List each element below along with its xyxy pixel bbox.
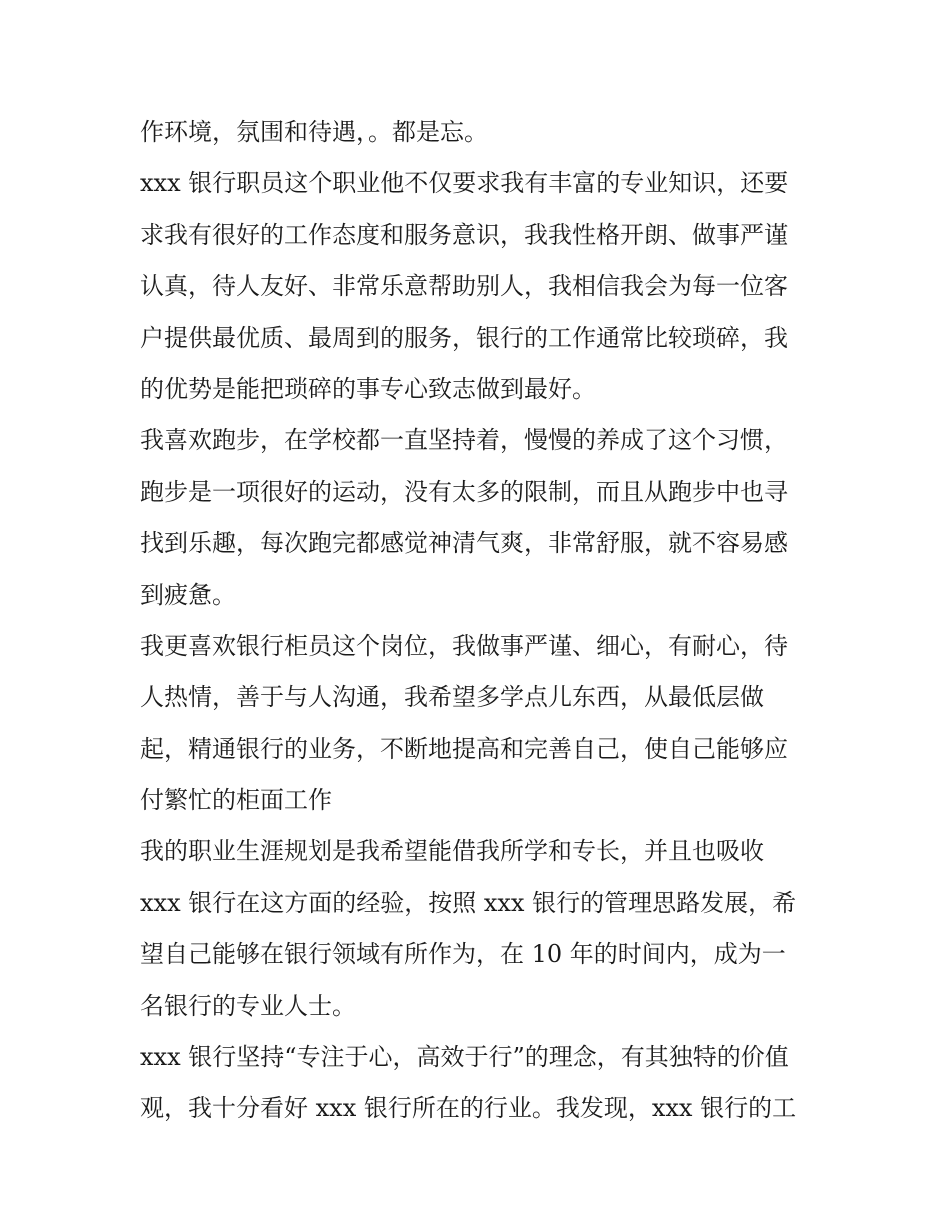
text-line: 的优势是能把琐碎的事专心致志做到最好。: [140, 374, 596, 403]
text-line: 我喜欢跑步，在学校都一直坚持着，慢慢的养成了这个习惯，: [140, 426, 788, 455]
text-line: 观，我十分看好 xxx 银行所在的行业。我发现，xxx 银行的工: [140, 1094, 797, 1123]
text-line: 我更喜欢银行柜员这个岗位，我做事严谨、细心，有耐心，待: [140, 631, 788, 660]
text-line: 跑步是一项很好的运动，没有太多的限制，而且从跑步中也寻: [140, 477, 788, 506]
text-line: xxx 银行在这方面的经验，按照 xxx 银行的管理思路发展，希: [140, 888, 797, 917]
text-line: 认真，待人友好、非常乐意帮助别人，我相信我会为每一位客: [140, 272, 788, 301]
text-line: xxx 银行职员这个职业他不仅要求我有丰富的专业知识，还要: [140, 169, 789, 198]
text-line: 找到乐趣，每次跑完都感觉神清气爽，非常舒服，就不容易感: [140, 529, 788, 558]
text-line: xxx 银行坚持“专注于心，高效于行”的理念，有其独特的价值: [140, 1043, 789, 1072]
text-line: 到疲惫。: [140, 580, 236, 609]
text-line: 望自己能够在银行领域有所作为，在 10 年的时间内，成为一: [140, 940, 786, 969]
text-line: 付繁忙的柜面工作: [140, 786, 332, 815]
document-body: [140, 107, 815, 1135]
text-line: 户提供最优质、最周到的服务，银行的工作通常比较琐碎，我: [140, 323, 788, 352]
text-line: 起，精通银行的业务，不断地提高和完善自己，使自己能够应: [140, 734, 788, 763]
text-line: 名银行的专业人士。: [140, 991, 356, 1020]
text-line: 作环境，氛围和待遇，。都是忘。: [140, 118, 488, 146]
text-line: 我的职业生涯规划是我希望能借我所学和专长，并且也吸收: [140, 837, 764, 866]
text-line: 人热情，善于与人沟通，我希望多学点儿东西，从最低层做: [140, 683, 764, 712]
text-line: 求我有很好的工作态度和服务意识，我我性格开朗、做事严谨: [140, 220, 788, 249]
